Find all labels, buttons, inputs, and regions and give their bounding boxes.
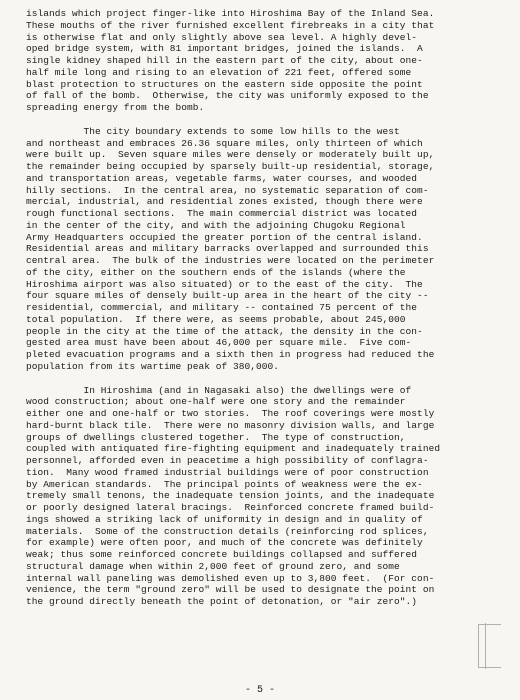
paragraph-city-boundary (26, 126, 498, 373)
text-line: wood construction; about one-half were one story and the remainder (26, 396, 406, 408)
text-line: tion. Many wood framed industrial buildings were of poor construction (26, 466, 429, 478)
text-line: of the city, either on the southern ends of the islands (where the (26, 266, 406, 278)
paragraph-gap (26, 373, 498, 385)
text-line: internal wall paneling was demolished even up to 3,800 feet. (For con- (26, 572, 435, 584)
text-line: ings showed a striking lack of uniformity in design and in quality of (26, 513, 423, 525)
text-line: rough functional sections. The main commercial district was located (26, 208, 418, 219)
text-line: venience, the term "ground zero" will be used to designate the point on (26, 584, 435, 596)
text-line: residential, commercial, and military -- contained 75 percent of the (26, 302, 418, 313)
text-line: for example) were often poor, and much of the concrete was definitely (26, 537, 423, 549)
paragraph-dwellings (26, 385, 498, 608)
text-line: blast protection to structures on the eastern side opposite the point (26, 78, 423, 90)
text-line: The city boundary extends to some low hills to the west (26, 125, 400, 137)
text-line: weak; thus some reinforced concrete buildings collapsed and suffered (26, 549, 418, 560)
text-line: hilly sections. In the central area, no systematic separation of com- (26, 184, 429, 196)
text-line: Army Headquarters occupied the greater portion of the central island. (26, 231, 423, 243)
text-line: of fall of the bomb. Otherwise, the city was uniformly exposed to the (26, 90, 429, 102)
text-line: or poorly designed lateral bracings. Reinforced concrete framed build- (26, 502, 435, 513)
text-line: four square miles of densely built-up area in the heart of the city -- (26, 290, 429, 302)
text-line: hard-burnt black tile. There were no masonry division walls, and large (26, 419, 435, 431)
text-line: single kidney shaped hill in the eastern part of the city, about one- (26, 55, 423, 66)
text-line: These mouths of the river furnished excellent firebreaks in a city that (26, 19, 435, 31)
text-line: in the center of the city, and with the adjoining Chugoku Regional (26, 219, 406, 231)
text-line: were built up. Seven square miles were densely or moderately built up, (26, 149, 435, 161)
text-line: materials. Some of the construction details (reinforcing rod splices, (26, 525, 429, 537)
text-line: tremely small tenons, the inadequate tension joints, and the inadequate (26, 490, 435, 502)
text-line: gested area must have been about 46,000 per square mile. Five com- (26, 337, 412, 349)
paragraph-geography (26, 8, 498, 114)
text-line: Residential areas and military barracks overlapped and surrounded this (26, 243, 429, 255)
text-line: either one and one-half or two stories. The roof coverings were mostly (26, 408, 435, 419)
text-line: groups of dwellings clustered together. The type of construction, (26, 431, 406, 443)
text-line: In Hiroshima (and in Nagasaki also) the dwellings were of (26, 384, 412, 396)
text-line: oped bridge system, with 81 important bridges, joined the islands. A (26, 43, 423, 55)
text-line: spreading energy from the bomb. (26, 102, 205, 113)
text-line: pleted evacuation programs and a sixth then in progress had reduced the (26, 349, 435, 360)
text-line: by American standards. The principal points of weakness were the ex- (26, 478, 423, 490)
text-line: and northeast and embraces 26.36 square miles, only thirteen of which (26, 137, 423, 149)
text-line: coupled with antiquated fire-fighting equipment and inadequately trained (26, 443, 441, 455)
text-line: total population. If there were, as seems probable, about 245,000 (26, 313, 406, 325)
text-line: population from its wartime peak of 380,000. (26, 360, 280, 372)
text-line: people in the city at the time of the attack, the density in the con- (26, 325, 423, 337)
text-line: the ground directly beneath the point of detonation, or "air zero".) (26, 596, 418, 607)
margin-bracket-mark (478, 624, 501, 668)
text-line: the remainder being occupied by sparsely built-up residential, storage, (26, 161, 435, 172)
text-line: is otherwise flat and only slightly above sea level. A highly devel- (26, 31, 418, 43)
text-line: Hiroshima airport was also situated) or to the east of the city. The (26, 278, 423, 290)
text-line: mercial, industrial, and residential zones existed, though there were (26, 196, 423, 208)
text-line: central area. The bulk of the industries were located on the perimeter (26, 255, 435, 266)
text-line: half mile long and rising to an elevation of 221 feet, offered some (26, 66, 412, 78)
text-line: and transportation areas, vegetable farms, water courses, and wooded (26, 172, 418, 184)
text-line: personnel, afforded even in peacetime a high possibility of conflagra- (26, 455, 429, 466)
page-number: - 5 - (244, 685, 275, 696)
text-line: islands which project finger-like into Hiroshima Bay of the Inland Sea. (26, 8, 435, 19)
text-line: structural damage when within 2,000 feet of ground zero, and some (26, 560, 400, 572)
paragraph-gap (26, 114, 498, 126)
